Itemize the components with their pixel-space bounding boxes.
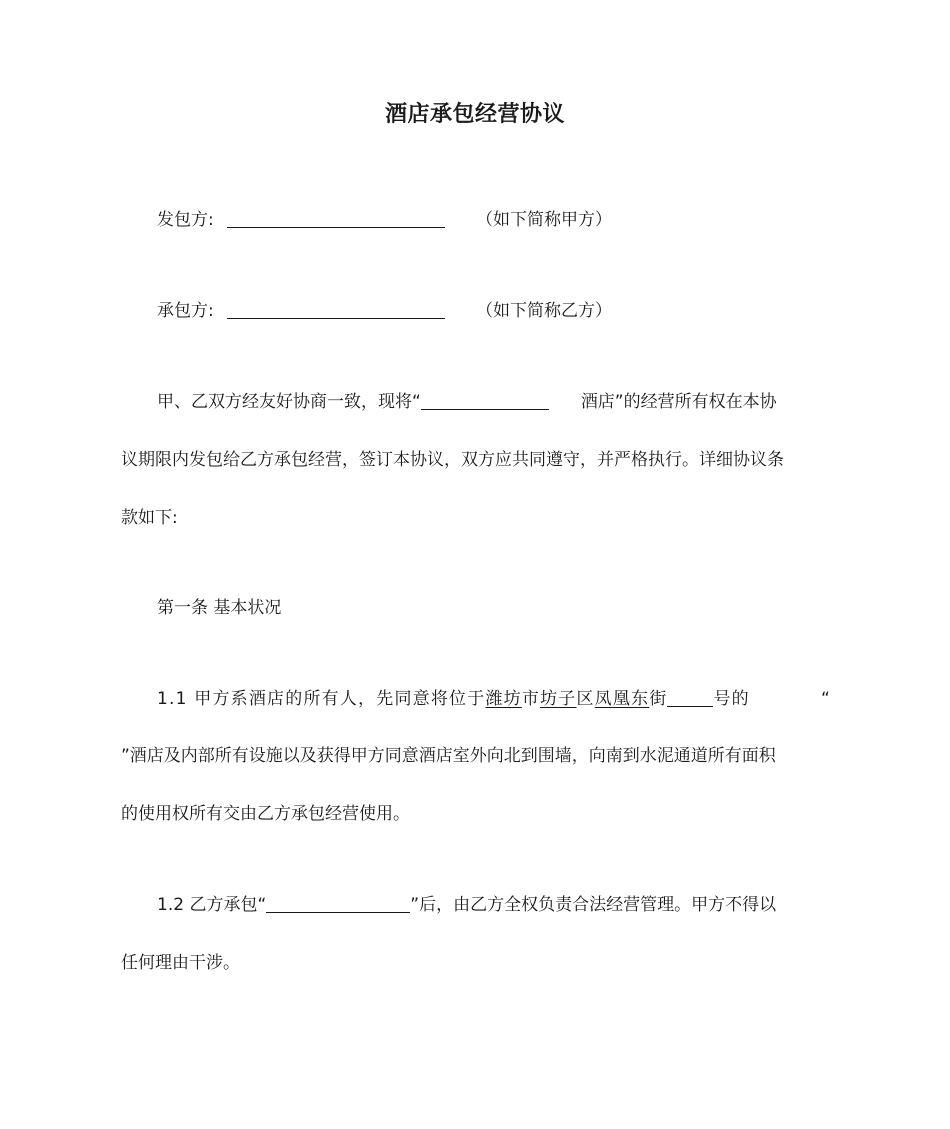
hotel-blank bbox=[266, 894, 410, 913]
city-value: 潍坊 bbox=[485, 689, 522, 709]
clause-1-1-text: 甲方系酒店的所有人，先同意将位于 bbox=[194, 689, 486, 709]
open-quote: “ bbox=[820, 689, 831, 709]
clause-1-1-line-1 bbox=[157, 687, 831, 711]
district-value: 坊子 bbox=[540, 689, 577, 709]
intro-text-b: 酒店”的经营所有权在本协 bbox=[580, 392, 777, 412]
street-value: 凤凰东 bbox=[594, 689, 650, 709]
party-b-blank bbox=[227, 300, 445, 319]
intro-line-3: 款如下: bbox=[121, 508, 178, 528]
page-title: 酒店承包经营协议 bbox=[384, 102, 565, 127]
clause-1-1-number: 1.1 bbox=[157, 689, 188, 709]
clause-1-2-line-2: 任何理由干涉。 bbox=[121, 953, 240, 973]
house-number-blank bbox=[667, 688, 713, 707]
party-b-note: （如下简称乙方） bbox=[475, 301, 612, 321]
clause-1-2-line-1 bbox=[157, 893, 867, 917]
district-suffix: 区 bbox=[576, 689, 595, 709]
party-a-line bbox=[157, 208, 867, 232]
party-a-blank bbox=[227, 209, 445, 228]
intro-line-1 bbox=[157, 390, 867, 414]
clause-1-2-text-a: 乙方承包“ bbox=[189, 895, 267, 915]
city-suffix: 市 bbox=[521, 689, 541, 709]
number-suffix: 号的 bbox=[713, 689, 750, 709]
article-1-heading: 第一条 基本状况 bbox=[157, 598, 282, 618]
street-suffix: 街 bbox=[649, 689, 668, 709]
party-b-line bbox=[157, 299, 867, 323]
intro-text-a: 甲、乙双方经友好协商一致，现将“ bbox=[157, 392, 421, 412]
party-b-label: 承包方: bbox=[157, 301, 214, 321]
clause-1-2-number: 1.2 bbox=[157, 895, 185, 915]
intro-line-2: 议期限内发包给乙方承包经营，签订本协议，双方应共同遵守，并严格执行。详细协议条 bbox=[121, 450, 784, 470]
clause-1-2-text-b: ”后，由乙方全权负责合法经营管理。甲方不得以 bbox=[410, 895, 777, 915]
party-a-note: （如下简称甲方） bbox=[475, 210, 612, 230]
hotel-name-blank bbox=[421, 391, 549, 410]
clause-1-1-line-3: 的使用权所有交由乙方承包经营使用。 bbox=[121, 804, 410, 824]
party-a-label: 发包方: bbox=[157, 210, 214, 230]
clause-1-1-line-2: ”酒店及内部所有设施以及获得甲方同意酒店室外向北到围墙，向南到水泥通道所有面积 bbox=[121, 746, 776, 766]
